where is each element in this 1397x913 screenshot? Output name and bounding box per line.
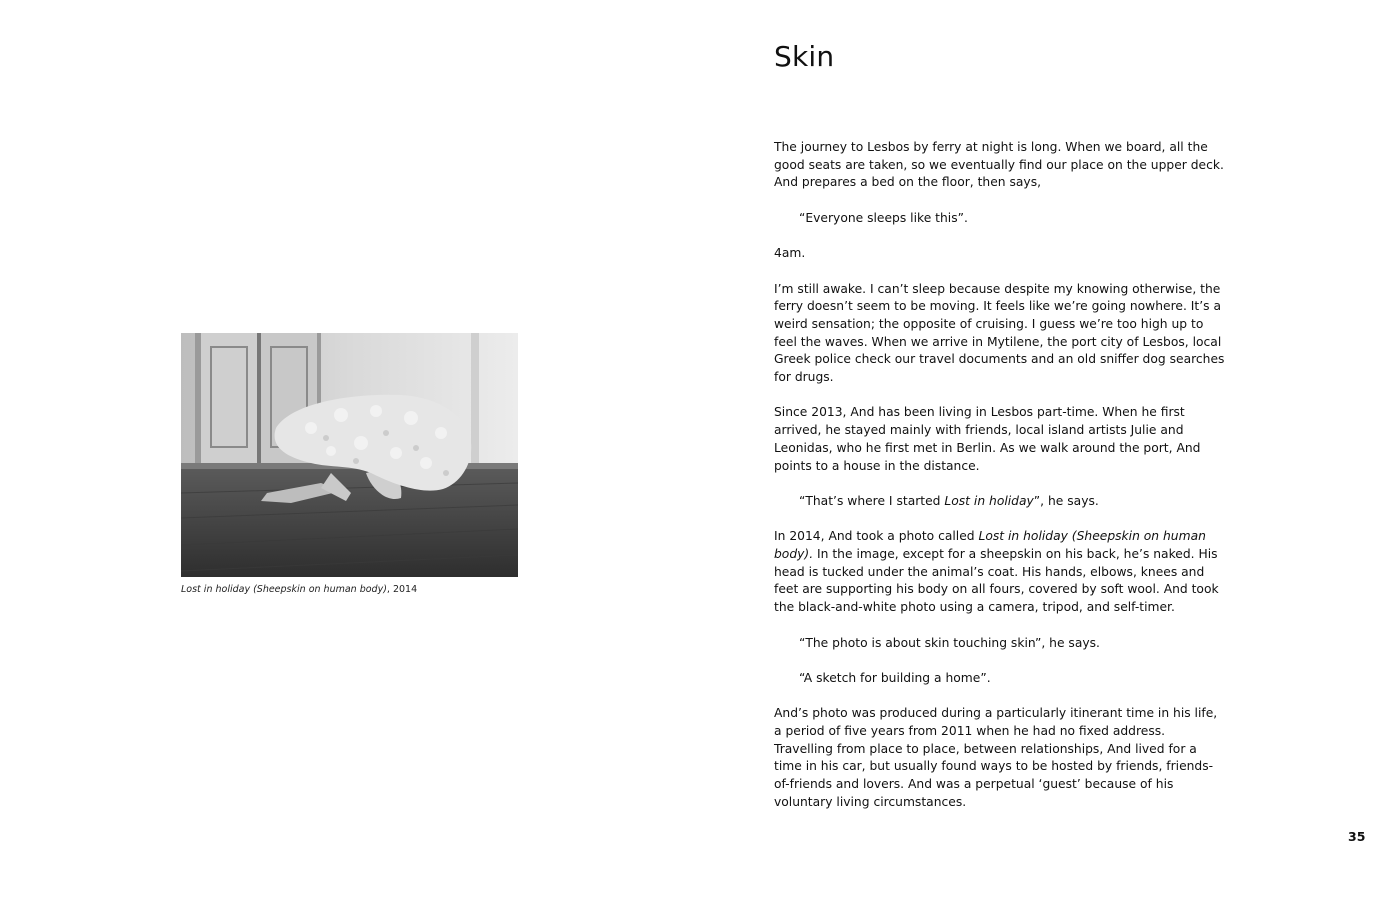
quote-text: ”, he says.	[1033, 493, 1099, 508]
artwork-title: Lost in holiday	[944, 493, 1034, 508]
photo-caption	[181, 584, 417, 595]
quote	[774, 493, 1226, 511]
article-body	[774, 139, 1226, 829]
paragraph: 4am.	[774, 246, 806, 261]
quote: “A sketch for building a home”.	[799, 670, 991, 685]
quote-text: “That’s where I started	[799, 493, 945, 508]
paragraph	[774, 528, 1226, 617]
paragraph: Since 2013, And has been living in Lesbos part-time. When he first arrived, he stayed mainly with friends, local island artists Julie and Leonidas, who he first met in Berlin. As we walk around the port, And points to a house in the distance.	[774, 405, 1201, 473]
artwork-photo	[181, 333, 518, 577]
quote: “Everyone sleeps like this”.	[799, 210, 968, 225]
quote: “The photo is about skin touching skin”, he says.	[799, 635, 1100, 650]
caption-title: Lost in holiday (Sheepskin on human body)	[181, 584, 387, 595]
page-title: Skin	[774, 40, 835, 73]
paragraph: The journey to Lesbos by ferry at night is long. When we board, all the good seats are taken, so we eventually find our place on the upper deck. And prepares a bed on the floor, then says,	[774, 140, 1224, 190]
page-number: 35	[1348, 829, 1366, 844]
paragraph-text: In the image, except for a sheepskin on his back, he’s naked. His head is tucked under the animal’s coat. His hands, elbows, knees and feet are supporting his body on all fours, covered by soft wool. And took the black-and-white photo using a camera, tripod, and self-timer.	[774, 547, 1219, 615]
paragraph: I’m still awake. I can’t sleep because despite my knowing otherwise, the ferry doesn’t seem to be moving. It feels like we’re going nowhere. It’s a weird sensation; the opposite of cruising. I guess we’re too high up to feel the waves. When we arrive in Mytilene, the port city of Lesbos, local Greek police check our travel documents and an old sniffer dog searches for drugs.	[774, 281, 1225, 385]
caption-year: , 2014	[386, 584, 418, 595]
artwork-title: Lost in holiday (Sheepskin on human body).	[774, 529, 1206, 562]
paragraph: And’s photo was produced during a particularly itinerant time in his life, a period of five years from 2011 when he had no fixed address. Travelling from place to place, between relationships, And lived for a time in his car, but usually found ways to be hosted by friends, friends-of-friends and lovers. And was a perpetual ‘guest’ because of his voluntary living circumstances.	[774, 706, 1218, 809]
paragraph-text: In 2014, And took a photo called	[774, 529, 979, 544]
